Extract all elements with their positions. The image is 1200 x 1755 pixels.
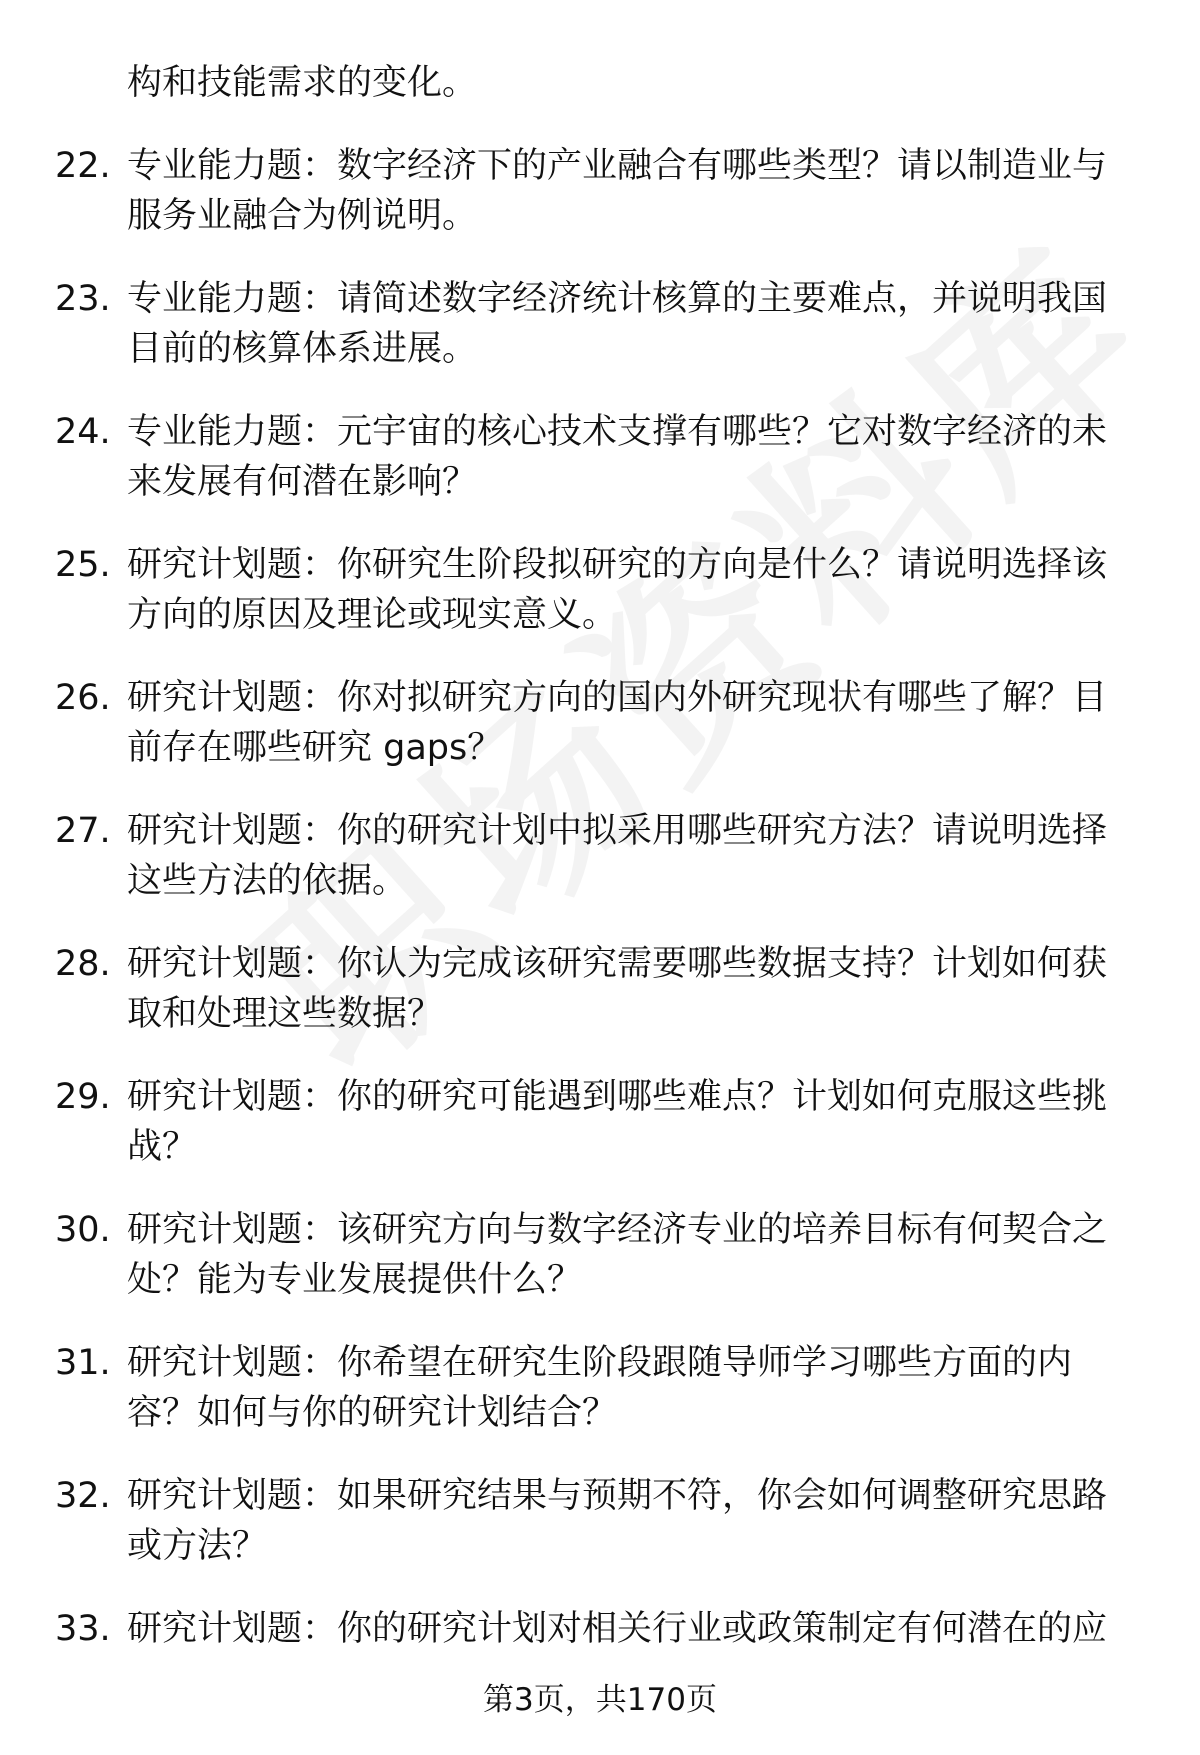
- question-text: 研究计划题：你的研究计划对相关行业或政策制定有何潜在的应: [127, 1609, 1108, 1649]
- question-list: [55, 58, 1145, 1687]
- question-number: 25.: [55, 545, 111, 585]
- question-item: [55, 1205, 1145, 1305]
- page-footer: 第3页，共170页: [483, 1682, 717, 1718]
- question-text: 专业能力题：数字经济下的产业融合有哪些类型？请以制造业与服务业融合为例说明。: [127, 146, 1108, 236]
- continued-text: 构和技能需求的变化。: [127, 63, 478, 103]
- question-text: 研究计划题：该研究方向与数字经济专业的培养目标有何契合之处？能为专业发展提供什么？: [127, 1210, 1108, 1300]
- question-item: [55, 274, 1145, 374]
- question-number: 27.: [55, 811, 111, 851]
- question-number: 24.: [55, 412, 111, 452]
- question-text: 研究计划题：你研究生阶段拟研究的方向是什么？请说明选择该方向的原因及理论或现实意义。: [127, 545, 1108, 635]
- question-item: [55, 1604, 1145, 1654]
- question-item: [55, 540, 1145, 640]
- question-text: 研究计划题：你的研究计划中拟采用哪些研究方法？请说明选择这些方法的依据。: [127, 811, 1108, 901]
- question-number: 30.: [55, 1210, 111, 1250]
- question-item: [55, 407, 1145, 507]
- question-text: 研究计划题：你的研究可能遇到哪些难点？计划如何克服这些挑战？: [127, 1077, 1108, 1167]
- question-item: [55, 141, 1145, 241]
- question-number: 33.: [55, 1609, 111, 1649]
- question-number: 22.: [55, 146, 111, 186]
- question-item: [55, 1072, 1145, 1172]
- question-number: 23.: [55, 279, 111, 319]
- question-text: 研究计划题：如果研究结果与预期不符，你会如何调整研究思路或方法？: [127, 1476, 1108, 1566]
- question-number: 29.: [55, 1077, 111, 1117]
- question-text: 专业能力题：请简述数字经济统计核算的主要难点，并说明我国目前的核算体系进展。: [127, 279, 1108, 369]
- question-item: [55, 1471, 1145, 1571]
- question-number: 31.: [55, 1343, 111, 1383]
- question-text: 专业能力题：元宇宙的核心技术支撑有哪些？它对数字经济的未来发展有何潜在影响？: [127, 412, 1108, 502]
- question-text: 研究计划题：你希望在研究生阶段跟随导师学习哪些方面的内容？如何与你的研究计划结合？: [127, 1343, 1073, 1433]
- question-text: 研究计划题：你认为完成该研究需要哪些数据支持？计划如何获取和处理这些数据？: [127, 944, 1108, 1034]
- question-number: 26.: [55, 678, 111, 718]
- question-item: [55, 1338, 1145, 1438]
- question-text: 研究计划题：你对拟研究方向的国内外研究现状有哪些了解？目前存在哪些研究 gaps？: [127, 678, 1108, 768]
- question-number: 28.: [55, 944, 111, 984]
- question-item: [55, 806, 1145, 906]
- question-item: [55, 939, 1145, 1039]
- question-number: 32.: [55, 1476, 111, 1516]
- question-item: [55, 673, 1145, 773]
